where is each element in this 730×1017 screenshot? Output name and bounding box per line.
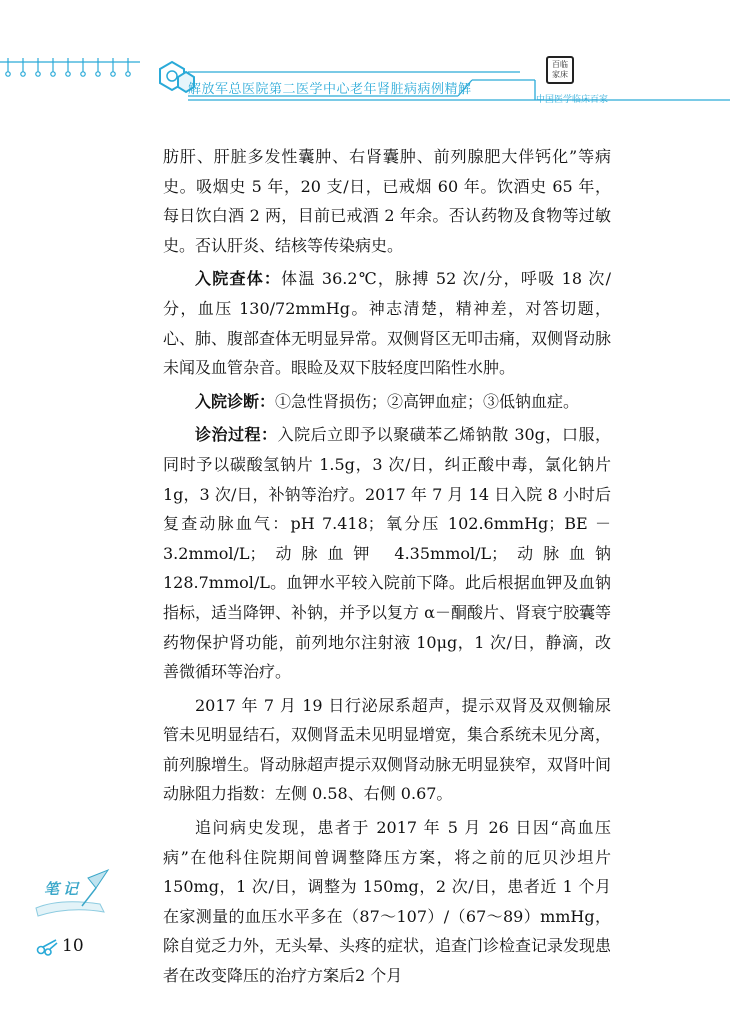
paragraph <box>163 387 611 417</box>
body-text <box>163 142 611 995</box>
header-decoration <box>0 0 730 120</box>
paragraph-text: 2017 年 7 月 19 日行泌尿系超声，提示双肾及双侧输尿管未见明显结石，双侧肾盂未见明显增宽，集合系统未见分离，前列腺增生。肾动脉超声提示双侧肾动脉无明显狭窄，双肾叶间动脉阻力指数：左侧 0.58、右侧 0.67。 <box>163 695 612 804</box>
paragraph-text: 肪肝、肝脏多发性囊肿、右肾囊肿、前列腺肥大伴钙化”等病史。吸烟史 5 年，20 支/日，已戒烟 60 年。饮酒史 65 年，每日饮白酒 2 两，目前已戒酒 2 年余。否认药物及食物等过敏史。否认肝炎、结核等传染病史。 <box>163 147 611 255</box>
paragraph <box>163 264 611 382</box>
header-title: 解放军总医院第二医学中心老年肾脏病病例精解 <box>188 82 472 97</box>
paragraph <box>163 142 611 260</box>
series-logo <box>546 56 574 84</box>
paragraph-text: 追问病史发现，患者于 2017 年 5 月 26 日因“高血压病”在他科住院期间曾调整降压方案，将之前的厄贝沙坦片 150mg，1 次/日，调整为 150mg，2 次/日，患者近 1 个月在家测量的血压水平多在（87～107）/（67～89）mmHg，除自觉乏力外，无头晕、头疼的症状，追查门诊检查记录发现患者在改变降压的治疗方案后2 个月 <box>163 818 612 986</box>
section-label: 诊治过程： <box>195 425 278 445</box>
paragraph <box>163 420 611 686</box>
page-number: 10 <box>62 936 84 956</box>
paragraph-text: ①急性肾损伤；②高钾血症；③低钠血症。 <box>275 391 580 411</box>
paragraph <box>163 813 611 991</box>
notes-label: 笔记 <box>44 880 83 898</box>
section-label: 入院查体： <box>195 269 282 289</box>
scissors-icon <box>36 938 58 956</box>
section-label: 入院诊断： <box>195 391 276 411</box>
running-header <box>0 0 730 120</box>
series-logo-line2: 家床 <box>552 70 568 79</box>
paragraph <box>163 691 611 809</box>
paragraph-text: 体温 36.2℃，脉搏 52 次/分，呼吸 18 次/分，血压 130/72mmHg。神志清楚，精神差，对答切题，心、肺、腹部查体无明显异常。双侧肾区无叩击痛，双侧肾动脉未闻及血管杂音。眼睑及双下肢轻度凹陷性水肿。 <box>163 269 612 378</box>
series-name: 中国医学临床百家 <box>536 95 609 105</box>
paragraph-text: 入院后立即予以聚磺苯乙烯钠散 30g，口服，同时予以碳酸氢钠片 1.5g，3 次/日，纠正酸中毒，氯化钠片 1g，3 次/日，补钠等治疗。2017 年 7 月 14 日入院 8 小时后复查动脉血气：pH 7.418；氧分压 102.6mmHg；BE －3.2mmol/L；动脉血钾 4.35mmol/L；动脉血钠 128.7mmol/L。血钾水平较入院前下降。此后根据血钾及血钠指标，适当降钾、补钠，并予以复方 α－酮酸片、肾衰宁胶囊等药物保护肾功能，前列地尔注射液 10μg，1 次/日，静滴，改善微循环等治疗。 <box>163 425 611 682</box>
series-logo-line1: 百临 <box>552 60 568 69</box>
